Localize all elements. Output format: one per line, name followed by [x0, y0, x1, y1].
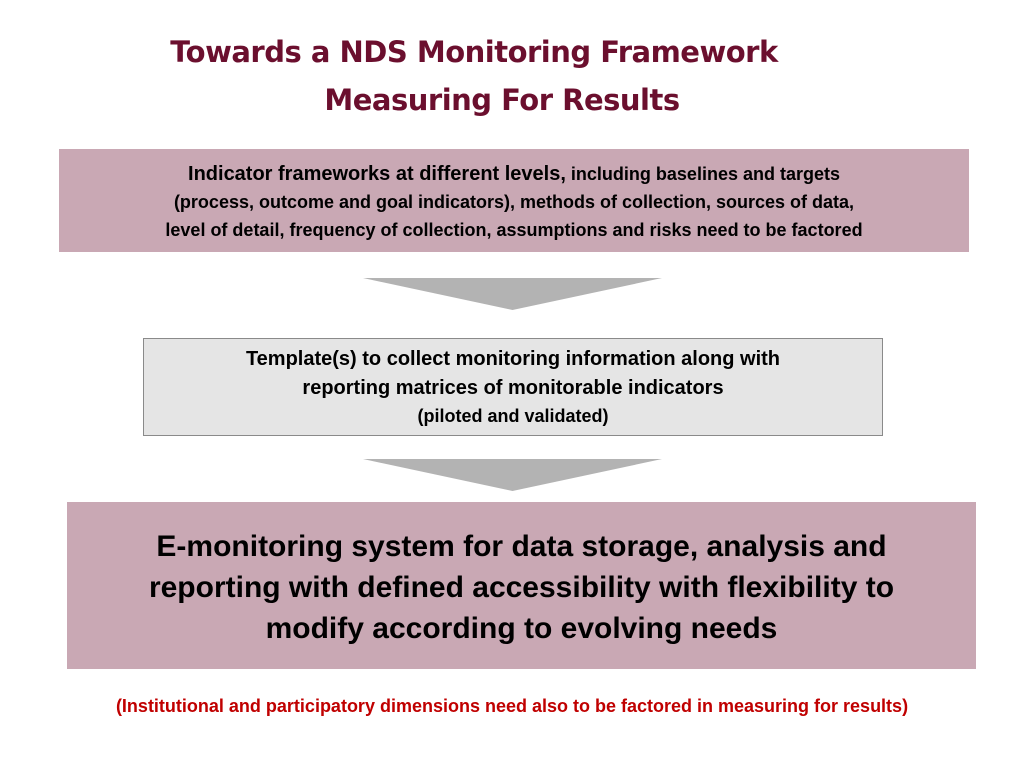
slide-title-line-1: Towards a NDS Monitoring Framework	[170, 35, 778, 69]
down-arrow-1	[363, 278, 662, 310]
indicator-frameworks-line-1-rest: including baselines and targets	[565, 164, 840, 184]
template-box	[143, 338, 883, 436]
down-arrow-2-shape	[363, 459, 662, 491]
indicator-frameworks-box	[59, 149, 969, 252]
footnote: (Institutional and participatory dimensions need also to be factored in measuring for results)	[115, 696, 909, 716]
indicator-frameworks-line-2: (process, outcome and goal indicators), methods of collection, sources of data,	[173, 192, 855, 212]
template-line-2: reporting matrices of monitorable indicators	[302, 377, 724, 399]
template-line-1: Template(s) to collect monitoring information along with	[245, 348, 781, 370]
down-arrow-1-shape	[363, 278, 662, 310]
slide-title-line-2: Measuring For Results	[324, 83, 680, 117]
down-arrow-2	[363, 459, 662, 491]
e-monitoring-box	[67, 502, 976, 669]
e-monitoring-line-2: reporting with defined accessibility with flexibility to	[148, 571, 895, 604]
e-monitoring-line-1: E-monitoring system for data storage, analysis and	[156, 530, 887, 563]
indicator-frameworks-line-1	[59, 160, 969, 188]
template-line-3: (piloted and validated)	[417, 406, 609, 426]
indicator-frameworks-line-3: level of detail, frequency of collection, assumptions and risks need to be factored	[165, 220, 863, 240]
e-monitoring-line-3: modify according to evolving needs	[265, 612, 778, 645]
indicator-frameworks-lead: Indicator frameworks at different levels,	[188, 163, 566, 185]
